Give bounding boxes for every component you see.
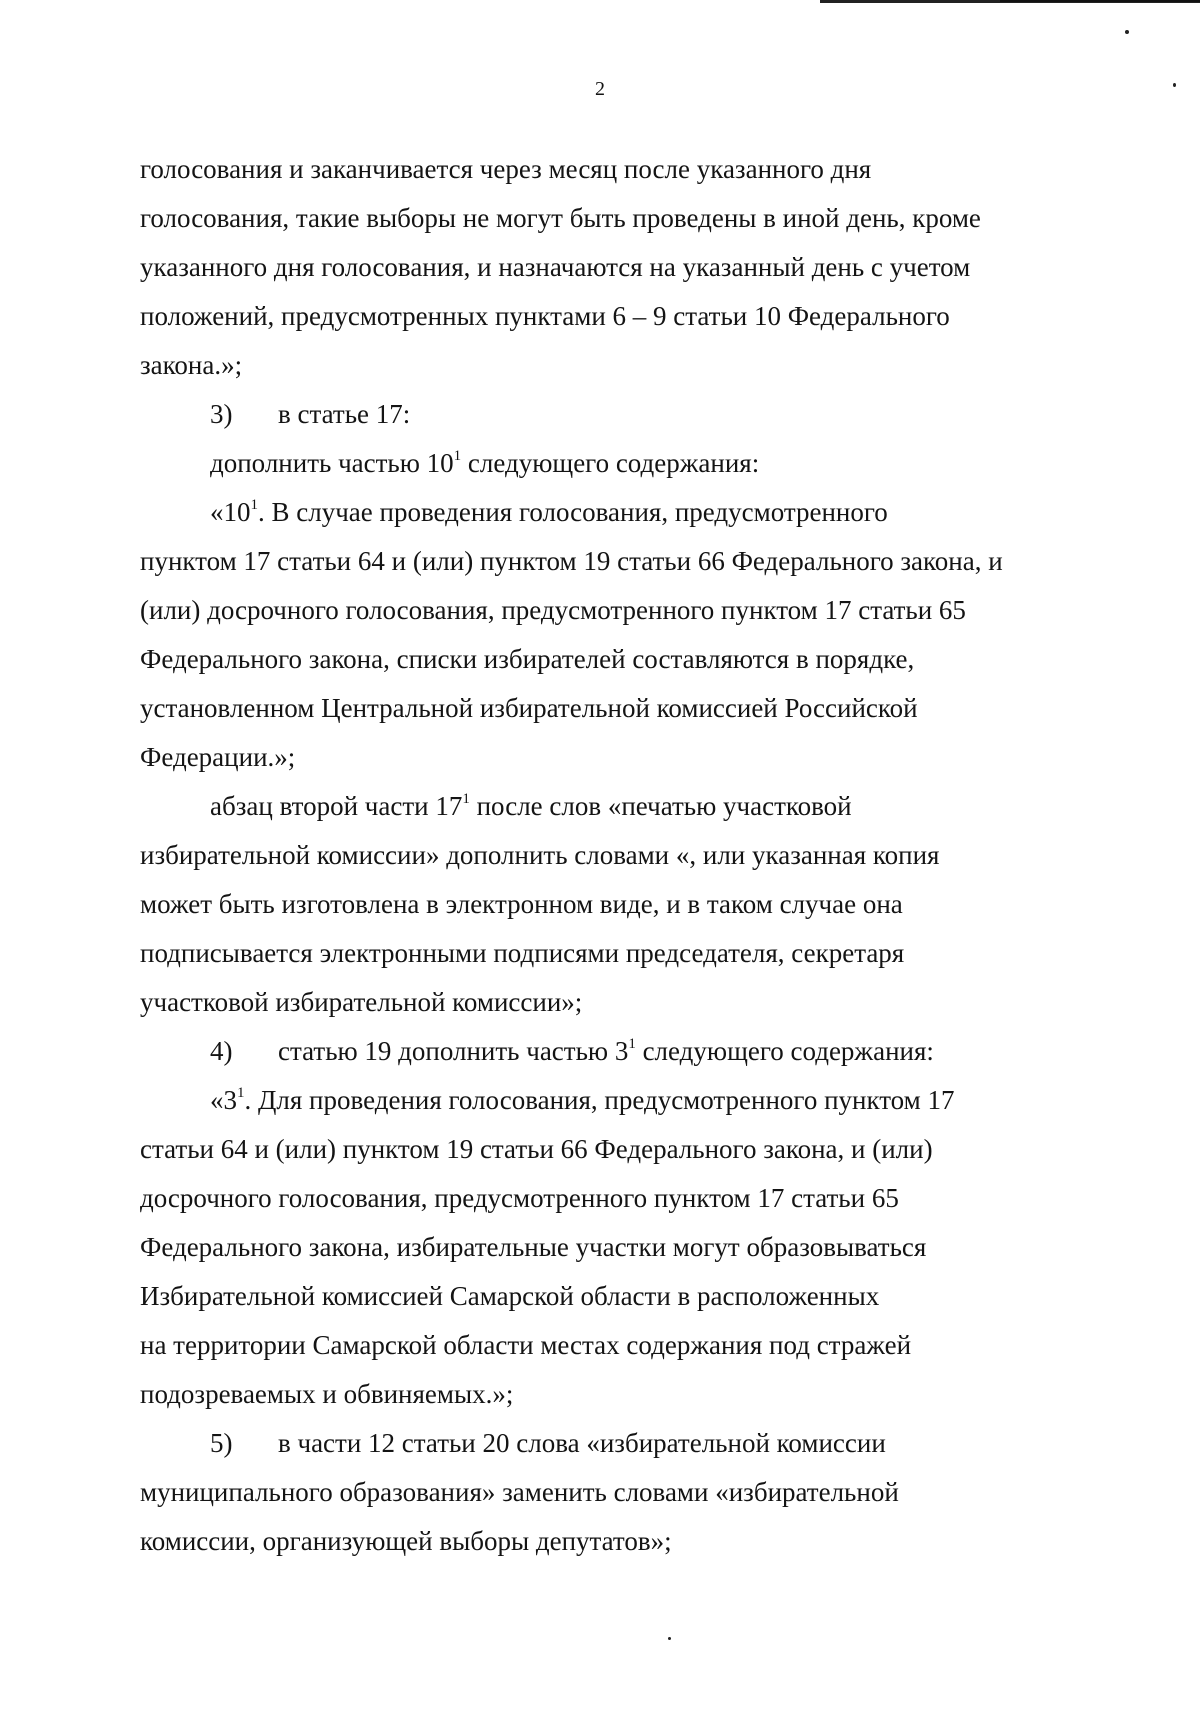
item-heading-text: статью 19 дополнить частью 3 [278, 1036, 629, 1066]
text-line [140, 1174, 1065, 1223]
text-line [140, 831, 1065, 880]
text-line-content: избирательной комиссии» дополнить словами «, или указанная копия [140, 840, 940, 870]
text-line-content: подписывается электронными подписями председателя, секретаря [140, 938, 905, 968]
text-line-content: пунктом 17 статьи 64 и (или) пунктом 19 статьи 66 Федерального закона, и [140, 546, 1003, 576]
text-line [140, 537, 1065, 586]
text-line [140, 635, 1065, 684]
text-line [140, 243, 1065, 292]
text-line [140, 145, 1065, 194]
scan-speck [668, 1637, 671, 1640]
text-line [140, 194, 1065, 243]
text-line-content: «10 [210, 497, 251, 527]
item-heading-text: в статье 17: [278, 399, 411, 429]
text-line [140, 978, 1065, 1027]
document-body [140, 145, 1065, 1566]
scan-edge-line-dark [1000, 0, 1200, 2]
text-line-content: . В случае проведения голосования, предусмотренного [258, 497, 888, 527]
text-line-content: досрочного голосования, предусмотренного пунктом 17 статьи 65 [140, 1183, 899, 1213]
text-line-content: на территории Самарской области местах содержания под стражей [140, 1330, 912, 1360]
text-line [140, 929, 1065, 978]
text-line [140, 782, 1065, 831]
text-line [140, 733, 1065, 782]
text-line [140, 1321, 1065, 1370]
list-item-heading [140, 390, 1065, 439]
text-line-content: Федерального закона, избирательные участки могут образовываться [140, 1232, 927, 1262]
text-line [140, 1076, 1065, 1125]
text-line-content: . Для проведения голосования, предусмотренного пунктом 17 [244, 1085, 955, 1115]
text-line-content: «3 [210, 1085, 237, 1115]
list-item-heading [140, 1419, 1065, 1468]
text-line-content: голосования и заканчивается через месяц после указанного дня [140, 154, 872, 184]
text-line [140, 880, 1065, 929]
text-line [140, 1517, 1065, 1566]
text-line-content: после слов «печатью участковой [476, 791, 852, 821]
item-heading-text: в части 12 статьи 20 слова «избирательной комиссии [278, 1428, 886, 1458]
text-line-content: абзац второй части 17 [210, 791, 463, 821]
text-line-content: статьи 64 и (или) пунктом 19 статьи 66 Федерального закона, и (или) [140, 1134, 933, 1164]
text-line-content: (или) досрочного голосования, предусмотренного пунктом 17 статьи 65 [140, 595, 966, 625]
list-item-heading [140, 1027, 1065, 1076]
text-line-content: положений, предусмотренных пунктами 6 – 9 статьи 10 Федерального [140, 301, 950, 331]
text-line [140, 1370, 1065, 1419]
text-line-content: муниципального образования» заменить словами «избирательной [140, 1477, 899, 1507]
superscript: 1 [250, 497, 258, 513]
item-number: 5) [210, 1428, 233, 1458]
text-line [140, 684, 1065, 733]
item-heading-text: следующего содержания: [642, 1036, 934, 1066]
superscript: 1 [628, 1036, 636, 1052]
superscript: 1 [237, 1085, 245, 1101]
text-line [140, 488, 1065, 537]
text-line-content: Избирательной комиссией Самарской области в расположенных [140, 1281, 880, 1311]
text-line-content: Федерального закона, списки избирателей составляются в порядке, [140, 644, 915, 674]
text-line-content: следующего содержания: [467, 448, 760, 478]
text-line [140, 1272, 1065, 1321]
text-line-content: голосования, такие выборы не могут быть проведены в иной день, кроме [140, 203, 981, 233]
text-line-content: дополнить частью 10 [210, 448, 454, 478]
superscript: 1 [462, 791, 470, 807]
text-line-content: указанного дня голосования, и назначаются на указанный день с учетом [140, 252, 971, 282]
text-line-content: установленном Центральной избирательной комиссией Российской [140, 693, 918, 723]
text-line-content: участковой избирательной комиссии»; [140, 987, 583, 1017]
scan-speck [1125, 30, 1129, 34]
text-line [140, 1125, 1065, 1174]
page-number: 2 [595, 78, 605, 100]
text-line-content: комиссии, организующей выборы депутатов»; [140, 1526, 672, 1556]
text-line [140, 1468, 1065, 1517]
text-line-content: закона.»; [140, 350, 243, 380]
text-line [140, 439, 1065, 488]
text-line [140, 1223, 1065, 1272]
text-line-content: подозреваемых и обвиняемых.»; [140, 1379, 514, 1409]
text-line [140, 586, 1065, 635]
item-number: 3) [210, 399, 233, 429]
text-line [140, 292, 1065, 341]
superscript: 1 [453, 448, 462, 464]
item-number: 4) [210, 1036, 233, 1066]
text-line-content: Федерации.»; [140, 742, 296, 772]
text-line-content: может быть изготовлена в электронном виде, и в таком случае она [140, 889, 903, 919]
text-line [140, 341, 1065, 390]
